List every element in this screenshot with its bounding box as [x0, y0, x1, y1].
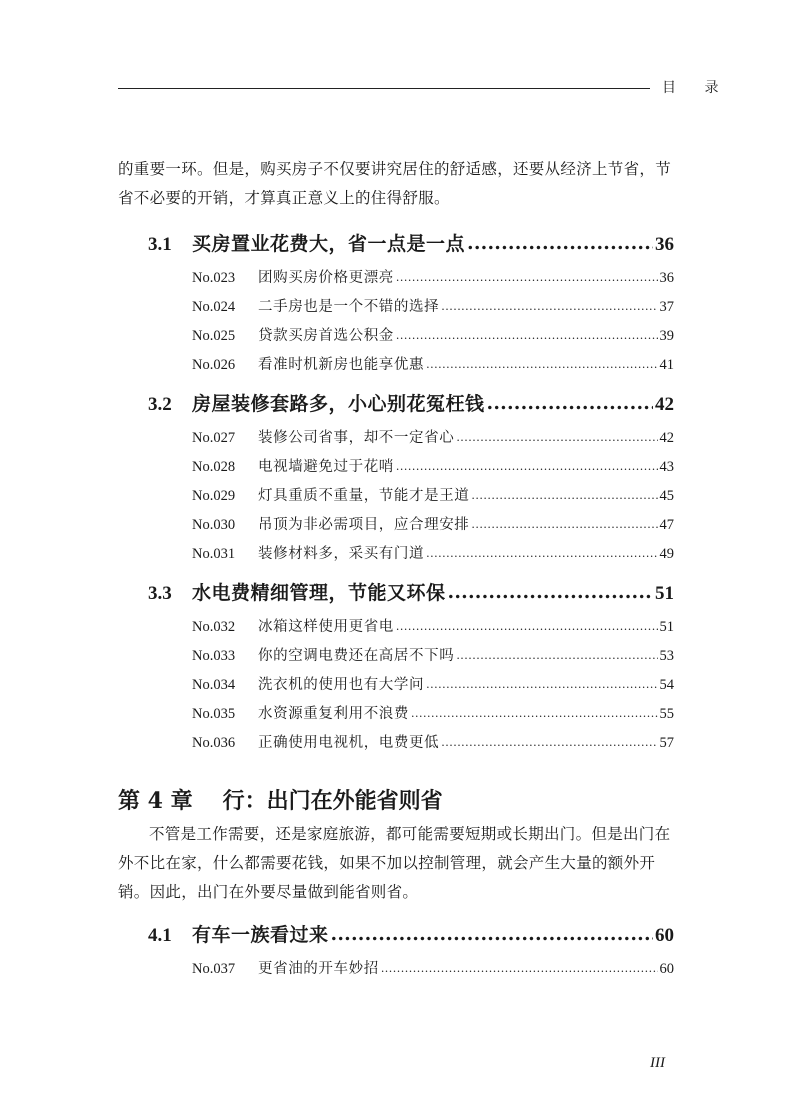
item-page: 37 — [659, 299, 674, 315]
toc-item[interactable] — [192, 673, 674, 697]
item-title: 电视墙避免过于花哨 — [258, 459, 394, 475]
dot-leader — [411, 707, 658, 720]
dot-leader — [396, 329, 658, 342]
intro-text: 的重要一环。但是，购买房子不仅要讲究居住的舒适感，还要从经济上节省，节省不必要的开销，才算真正意义上的住得舒服。 — [118, 160, 672, 207]
item-number: No.030 — [192, 517, 236, 533]
item-page: 53 — [659, 648, 674, 664]
toc-item[interactable] — [192, 542, 674, 566]
item-title: 吊顶为非必需项目，应合理安排 — [258, 517, 470, 533]
item-page: 42 — [659, 430, 674, 446]
item-title: 看准时机新房也能享优惠 — [258, 357, 425, 373]
section-page: 36 — [655, 234, 674, 255]
toc-item[interactable] — [192, 324, 674, 348]
dot-leader — [487, 392, 653, 414]
dot-leader — [448, 581, 653, 603]
item-page: 51 — [659, 619, 674, 635]
header-title: 目 录 — [662, 80, 731, 96]
item-page: 45 — [659, 488, 674, 504]
toc-item[interactable] — [192, 731, 674, 755]
item-page: 57 — [659, 735, 674, 751]
dot-leader — [456, 431, 657, 444]
item-title: 装修材料多，采买有门道 — [258, 546, 425, 562]
dot-leader — [456, 649, 657, 662]
section-number: 3.3 — [148, 583, 172, 604]
item-number: No.027 — [192, 430, 236, 446]
item-number: No.025 — [192, 328, 236, 344]
dot-leader — [396, 271, 658, 284]
item-number: No.026 — [192, 357, 236, 373]
item-page: 41 — [659, 357, 674, 373]
toc-item[interactable] — [192, 513, 674, 537]
section-title: 水电费精细管理，节能又环保 — [192, 582, 446, 604]
toc-item[interactable] — [192, 295, 674, 319]
item-number: No.023 — [192, 270, 236, 286]
item-page: 43 — [659, 459, 674, 475]
section-title: 房屋装修套路多，小心别花冤枉钱 — [192, 393, 485, 415]
chapter-intro — [118, 820, 678, 907]
toc-section-3-1[interactable] — [148, 229, 674, 259]
item-number: No.036 — [192, 735, 236, 751]
toc-item[interactable] — [192, 644, 674, 668]
dot-leader — [396, 460, 658, 473]
section-page: 60 — [655, 925, 674, 946]
toc-item[interactable] — [192, 484, 674, 508]
section-number: 4.1 — [148, 925, 172, 946]
item-page: 49 — [659, 546, 674, 562]
chapter-intro-text: 不管是工作需要，还是家庭旅游，都可能需要短期或长期出门。但是出门在外不比在家，什么都需要花钱，如果不加以控制管理，就会产生大量的额外开销。因此，出门在外要尽量做到能省则省。 — [118, 825, 671, 901]
item-title: 洗衣机的使用也有大学问 — [258, 677, 425, 693]
item-page: 60 — [659, 961, 674, 977]
section-page: 51 — [655, 583, 674, 604]
item-number: No.024 — [192, 299, 236, 315]
item-page: 55 — [659, 706, 674, 722]
item-title: 冰箱这样使用更省电 — [258, 619, 394, 635]
item-page: 54 — [659, 677, 674, 693]
toc-item[interactable] — [192, 266, 674, 290]
dot-leader — [471, 518, 657, 531]
section-title: 有车一族看过来 — [192, 924, 329, 946]
section-number: 3.1 — [148, 234, 172, 255]
chapter-heading[interactable] — [118, 784, 443, 815]
item-number: No.033 — [192, 648, 236, 664]
toc-item[interactable] — [192, 353, 674, 377]
section-number: 3.2 — [148, 394, 172, 415]
toc-item[interactable] — [192, 426, 674, 450]
header-rule — [118, 88, 650, 89]
page-number: III — [650, 1055, 665, 1071]
toc-section-4-1[interactable] — [148, 920, 674, 950]
item-page: 39 — [659, 328, 674, 344]
item-number: No.029 — [192, 488, 236, 504]
dot-leader — [441, 736, 657, 749]
item-title: 二手房也是一个不错的选择 — [258, 299, 440, 315]
intro-paragraph — [118, 155, 678, 213]
dot-leader — [426, 547, 657, 560]
item-number: No.032 — [192, 619, 236, 635]
toc-section-3-3[interactable] — [148, 578, 674, 608]
section-title: 买房置业花费大，省一点是一点 — [192, 233, 466, 255]
item-number: No.035 — [192, 706, 236, 722]
dot-leader — [426, 358, 657, 371]
item-title: 你的空调电费还在高居不下吗 — [258, 648, 455, 664]
dot-leader — [426, 678, 657, 691]
dot-leader — [396, 620, 658, 633]
item-title: 更省油的开车妙招 — [258, 961, 379, 977]
dot-leader — [467, 232, 653, 254]
item-page: 47 — [659, 517, 674, 533]
dot-leader — [381, 962, 658, 975]
item-title: 贷款买房首选公积金 — [258, 328, 394, 344]
item-number: No.031 — [192, 546, 236, 562]
item-title: 灯具重质不重量，节能才是王道 — [258, 488, 470, 504]
item-title: 水资源重复利用不浪费 — [258, 706, 409, 722]
item-number: No.028 — [192, 459, 236, 475]
item-title: 正确使用电视机，电费更低 — [258, 735, 440, 751]
toc-item[interactable] — [192, 615, 674, 639]
chapter-title: 行：出门在外能省则省 — [222, 788, 443, 814]
item-page: 36 — [659, 270, 674, 286]
toc-section-3-2[interactable] — [148, 389, 674, 419]
toc-item[interactable] — [192, 455, 674, 479]
toc-item[interactable] — [192, 957, 674, 981]
item-number: No.034 — [192, 677, 236, 693]
item-title: 装修公司省事，却不一定省心 — [258, 430, 455, 446]
toc-item[interactable] — [192, 702, 674, 726]
section-page: 42 — [655, 394, 674, 415]
dot-leader — [471, 489, 657, 502]
dot-leader — [331, 923, 653, 945]
item-number: No.037 — [192, 961, 236, 977]
dot-leader — [441, 300, 657, 313]
chapter-label: 第 4 章 — [118, 788, 193, 814]
item-title: 团购买房价格更漂亮 — [258, 270, 394, 286]
